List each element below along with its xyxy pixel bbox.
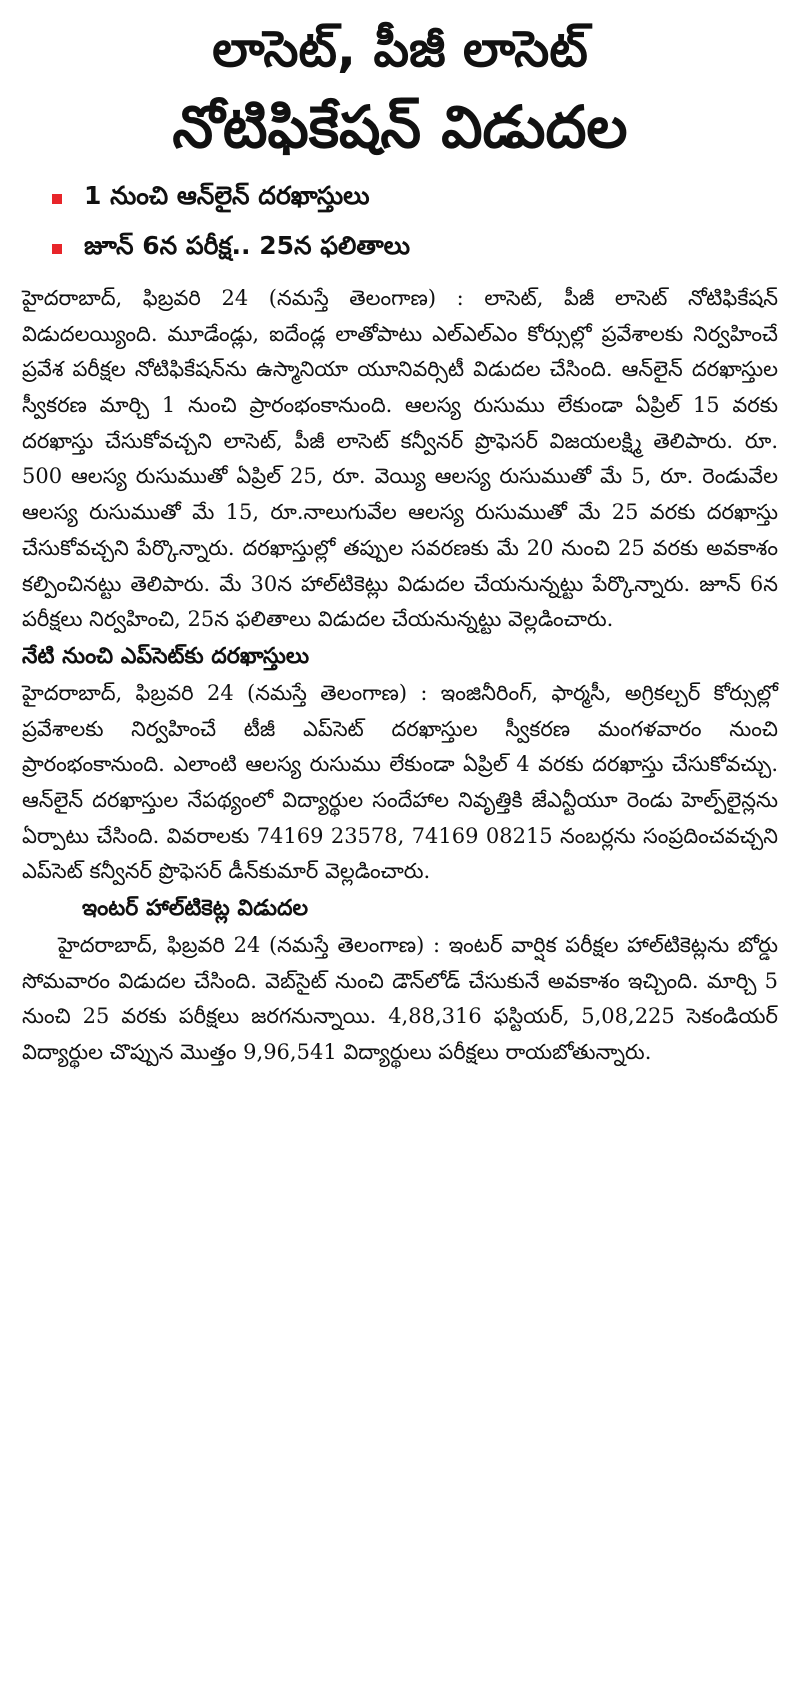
headline-line-1: లాసెట్, పీజీ లాసెట్: [212, 20, 588, 78]
article-inter-body: హైదరాబాద్, ఫిబ్రవరి 24 (నమస్తే తెలంగాణ) : ఇంటర్ వార్షిక పరీక్షల హాల్‌టికెట్లను బోర్డు సోమవారం విడుదల చేసింది. వెబ్‌సైట్ నుంచి డౌన్‌లోడ్ చేసుకునే అవకాశం ఇచ్చింది. మార్చి 5 నుంచి 25 వరకు పరీక్షలు జరగనున్నాయి. 4,88,316 ఫస్టియర్, 5,08,225 సెకండియర్ విద్యార్థుల చొప్పున మొత్తం 9,96,541 విద్యార్థులు పరీక్షలు రాయబోతున్నారు.: [22, 933, 778, 1065]
article-lawcet-body: హైదరాబాద్, ఫిబ్రవరి 24 (నమస్తే తెలంగాణ) : లాసెట్, పీజీ లాసెట్ నోటిఫికేషన్ విడుదలయ్యింది. మూడేండ్లు, ఐదేండ్ల లాతోపాటు ఎల్ఎల్ఎం కోర్సుల్లో ప్రవేశాలకు నిర్వహించే ప్రవేశ పరీక్షల నోటిఫికేషన్‌ను ఉస్మానియా యూనివర్సిటీ విడుదల చేసింది. ఆన్‌లైన్ దరఖాస్తుల స్వీకరణ మార్చి 1 నుంచి ప్రారంభంకానుంది. ఆలస్య రుసుము లేకుండా ఏప్రిల్ 15 వరకు దరఖాస్తు చేసుకోవచ్చని లాసెట్, పీజీ లాసెట్ కన్వీనర్ ప్రొఫెసర్ విజయలక్ష్మి తెలిపారు. రూ. 500 ఆలస్య రుసుముతో ఏప్రిల్ 25, రూ. వెయ్యి ఆలస్య రుసుముతో మే 5, రూ. రెండువేల ఆలస్య రుసుముతో మే 15, రూ.నాలుగువేల ఆలస్య రుసుముతో మే 25 వరకు దరఖాస్తు చేసుకోవచ్చని పేర్కొన్నారు. దరఖాస్తుల్లో తప్పుల సవరణకు మే 20 నుంచి 25 వరకు అవకాశం కల్పించినట్టు తెలిపారు. మే 30న హాల్‌టికెట్లు విడుదల చేయనున్నట్టు పేర్కొన్నారు. జూన్ 6న పరీక్షలు నిర్వహించి, 25న ఫలితాలు విడుదల చేయనున్నట్టు వెల్లడించారు.: [22, 286, 778, 632]
red-square-bullet-icon: [52, 194, 62, 204]
highlight-text: 1 నుంచి ఆన్‌లైన్ దరఖాస్తులు: [84, 181, 370, 210]
highlight-item: [52, 181, 778, 217]
headline: [22, 18, 778, 163]
headline-line-2: నోటిఫికేషన్ విడుదల: [172, 92, 628, 161]
article-eapcet-heading: నేటి నుంచి ఎప్‌సెట్‌కు దరఖాస్తులు: [22, 643, 310, 669]
highlights-list: [52, 181, 778, 267]
article-inter-heading: ఇంటర్ హాల్‌టికెట్ల విడుదల: [82, 896, 309, 921]
highlight-text: జూన్ 6న పరీక్ష.. 25న ఫలితాలు: [84, 231, 411, 260]
red-square-bullet-icon: [52, 244, 62, 254]
highlight-item: [52, 231, 778, 267]
article-eapcet-body: హైదరాబాద్, ఫిబ్రవరి 24 (నమస్తే తెలంగాణ) : ఇంజినీరింగ్, ఫార్మసీ, అగ్రికల్చర్ కోర్సుల్లో ప్రవేశాలకు నిర్వహించే టీజీ ఎప్‌సెట్ దరఖాస్తుల స్వీకరణ మంగళవారం నుంచి ప్రారంభంకానుంది. ఎలాంటి ఆలస్య రుసుము లేకుండా ఏప్రిల్ 4 వరకు దరఖాస్తు చేసుకోవచ్చు. ఆన్‌లైన్ దరఖాస్తుల నేపథ్యంలో విద్యార్థుల సందేహాల నివృత్తికి జేఎన్టీయూ రెండు హెల్ప్‌లైన్లను ఏర్పాటు చేసింది. వివరాలకు 74169 23578, 74169 08215 నంబర్లను సంప్రదించవచ్చని ఎప్‌సెట్ కన్వీనర్ ప్రొఫెసర్ డీన్‌కుమార్ వెల్లడించారు.: [22, 680, 778, 884]
